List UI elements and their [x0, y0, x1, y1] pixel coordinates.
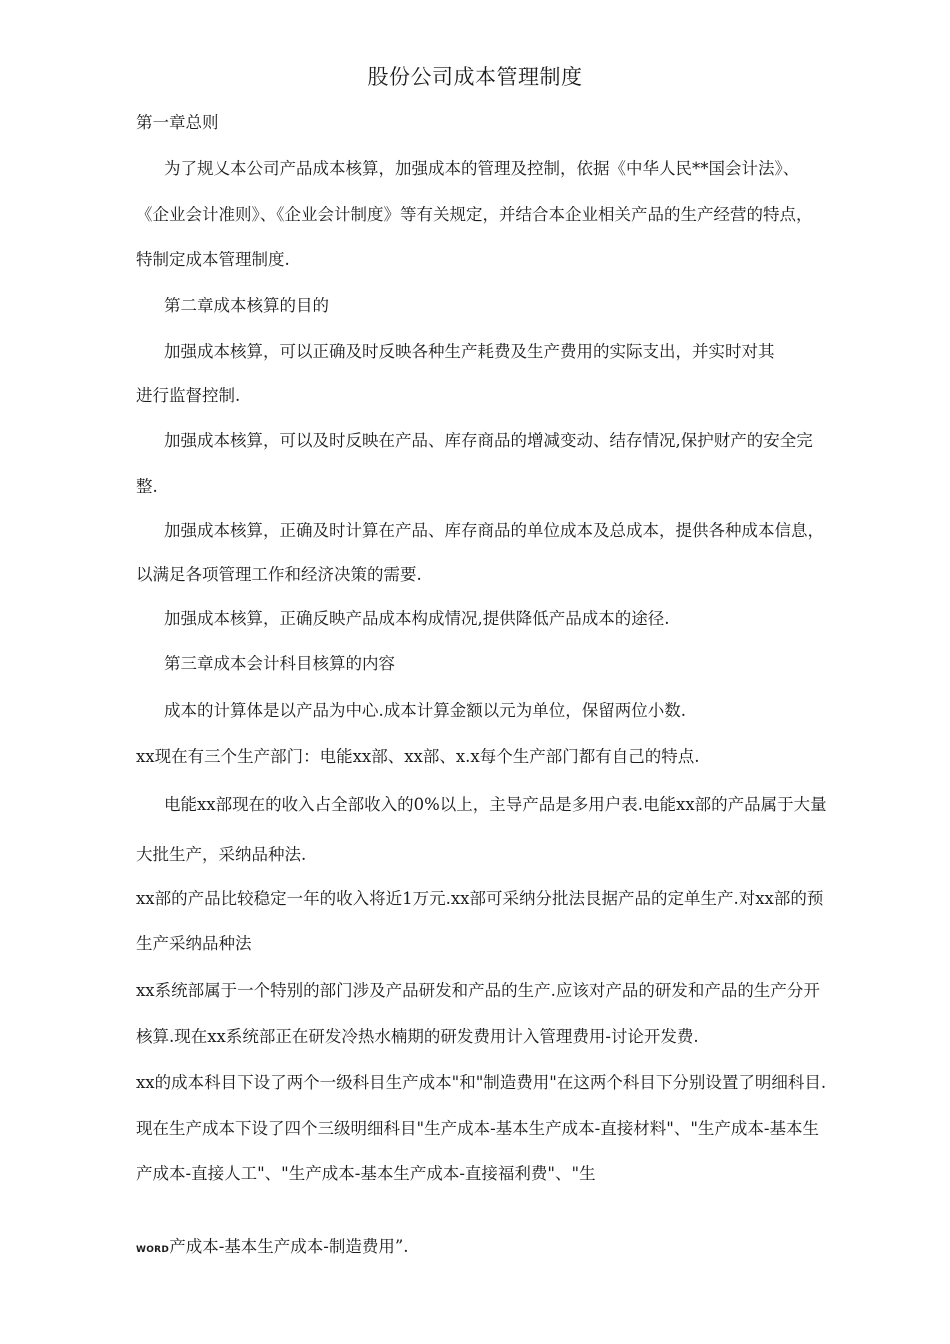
paragraph-line: 整.	[136, 477, 158, 496]
paragraph-line: 《企业会计准则》、《企业会计制度》等有关规定，并结合本企业相关产品的生产经营的特点，	[136, 205, 813, 224]
chapter-heading: 第二章成本核算的目的	[164, 296, 329, 315]
paragraph-line: 生产采纳品种法	[136, 934, 252, 953]
paragraph-line: xx的成本科目下设了两个一级科目生产成本"和"制造费用"在这两个科目下分别设置了明细科目.	[136, 1073, 827, 1092]
paragraph-line: 加强成本核算，可以正确及时反映各种生产耗费及生产费用的实际支出，并实时对其	[164, 342, 775, 361]
word-watermark: WORD	[136, 1245, 170, 1255]
paragraph-line: 加强成本核算，正确反映产品成本构成情况,提供降低产品成本的途径.	[164, 609, 670, 628]
paragraph-line: 加强成本核算，正确及时计算在产品、库存商品的单位成本及总成本，提供各种成本信息，	[164, 521, 824, 540]
document-title: 股份公司成本管理制度	[367, 65, 583, 89]
paragraph-line: xx现在有三个生产部门：电能xx部、xx部、x.x每个生产部门都有自己的特点.	[136, 747, 700, 766]
paragraph-line: 为了规乂本公司产品成本核算，加强成本的管理及控制，依据《中华人民**国会计法》、	[164, 159, 800, 178]
paragraph-line: 成本的计算体是以产品为中心.成本计算金额以元为单位，保留两位小数.	[164, 701, 686, 720]
paragraph-line: 电能xx部现在的收入占全部收入的0%以上，主导产品是多用户表.电能xx部的产品属于大量	[164, 795, 827, 814]
paragraph-line: 现在生产成本下设了四个三级明细科目"生产成本-基本生产成本-直接材料"、"生产成本-基本生	[136, 1119, 819, 1138]
chapter-heading: 第一章总则	[136, 113, 219, 132]
footer-line	[136, 1235, 409, 1262]
chapter-heading: 第三章成本会计科目核算的内容	[164, 654, 395, 673]
paragraph-line: xx系统部属于一个特别的部门涉及产品研发和产品的生产.应该对产品的研发和产品的生产分开	[136, 981, 820, 1000]
paragraph-line: 核算.现在xx系统部正在研发冷热水楠期的研发费用计入管理费用-讨论开发费.	[136, 1027, 699, 1046]
footer-text: 产成本-基本生产成本-制造费用”.	[169, 1237, 409, 1256]
paragraph-line: 以满足各项管理工作和经济决策的需要.	[136, 565, 422, 584]
paragraph-line: 特制定成本管理制度.	[136, 250, 290, 269]
paragraph-line: 产成本-直接人工"、"生产成本-基本生产成本-直接福利费"、"生	[136, 1164, 596, 1183]
paragraph-line: 进行监督控制.	[136, 386, 241, 405]
paragraph-line: 加强成本核算，可以及时反映在产品、库存商品的增减变动、结存情况,保护财产的安全完	[164, 431, 813, 450]
paragraph-line: 大批生产，采纳品种法.	[136, 845, 307, 864]
paragraph-line: xx部的产品比较稳定一年的收入将近1万元.xx部可采纳分批法艮据产品的定单生产.对xx部的预	[136, 889, 824, 908]
